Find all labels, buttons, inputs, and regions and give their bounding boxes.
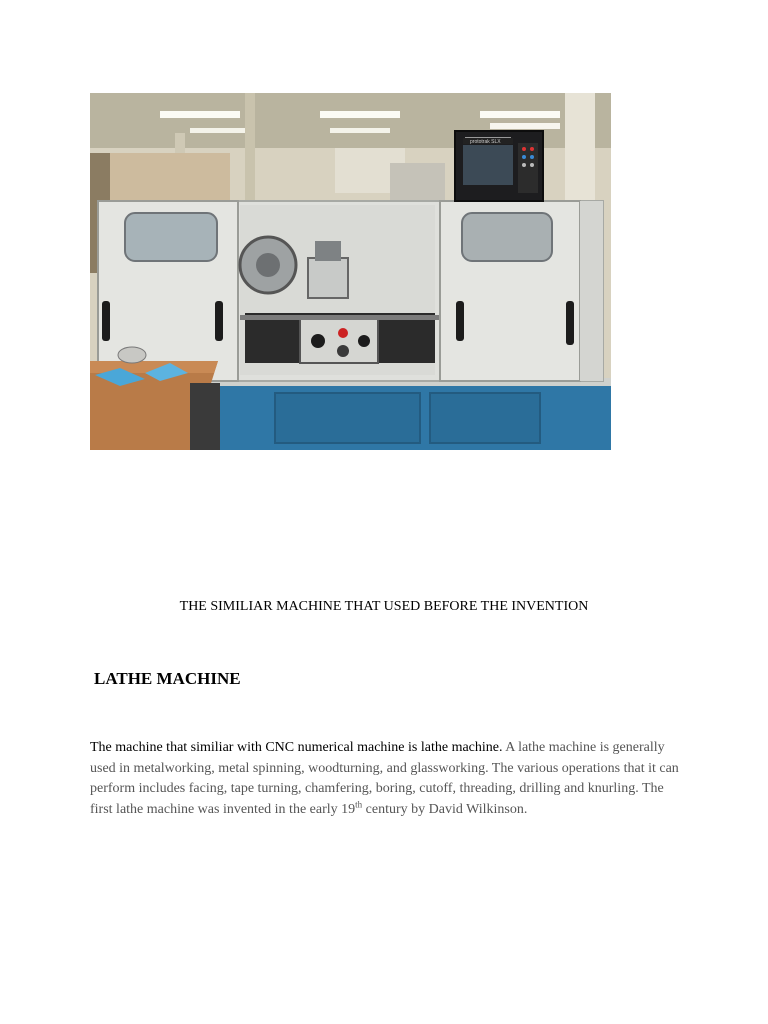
- ordinal-superscript: th: [355, 799, 363, 810]
- cnc-lathe-photo: [90, 93, 611, 450]
- paragraph-lead: The machine that similiar with CNC numerical machine is lathe machine.: [90, 740, 503, 755]
- figure-caption: THE SIMILIAR MACHINE THAT USED BEFORE THE INVENTION: [179, 599, 589, 614]
- paragraph-tail: century by David Wilkinson.: [362, 801, 528, 817]
- paragraph-body: A lathe machine is generally used in metalworking, metal spinning, woodturning, and glassworking. The various operations that it can perform includes facing, tape turning, chamfering, boring, cutoff, threading, drilling and knurling. The first lathe machine was invented in the early 19: [90, 740, 679, 817]
- section-heading: LATHE MACHINE: [94, 669, 241, 688]
- cnc-lathe-illustration: [90, 93, 611, 450]
- body-paragraph: [90, 738, 685, 820]
- screen-brand: prototrak SLX: [470, 139, 501, 145]
